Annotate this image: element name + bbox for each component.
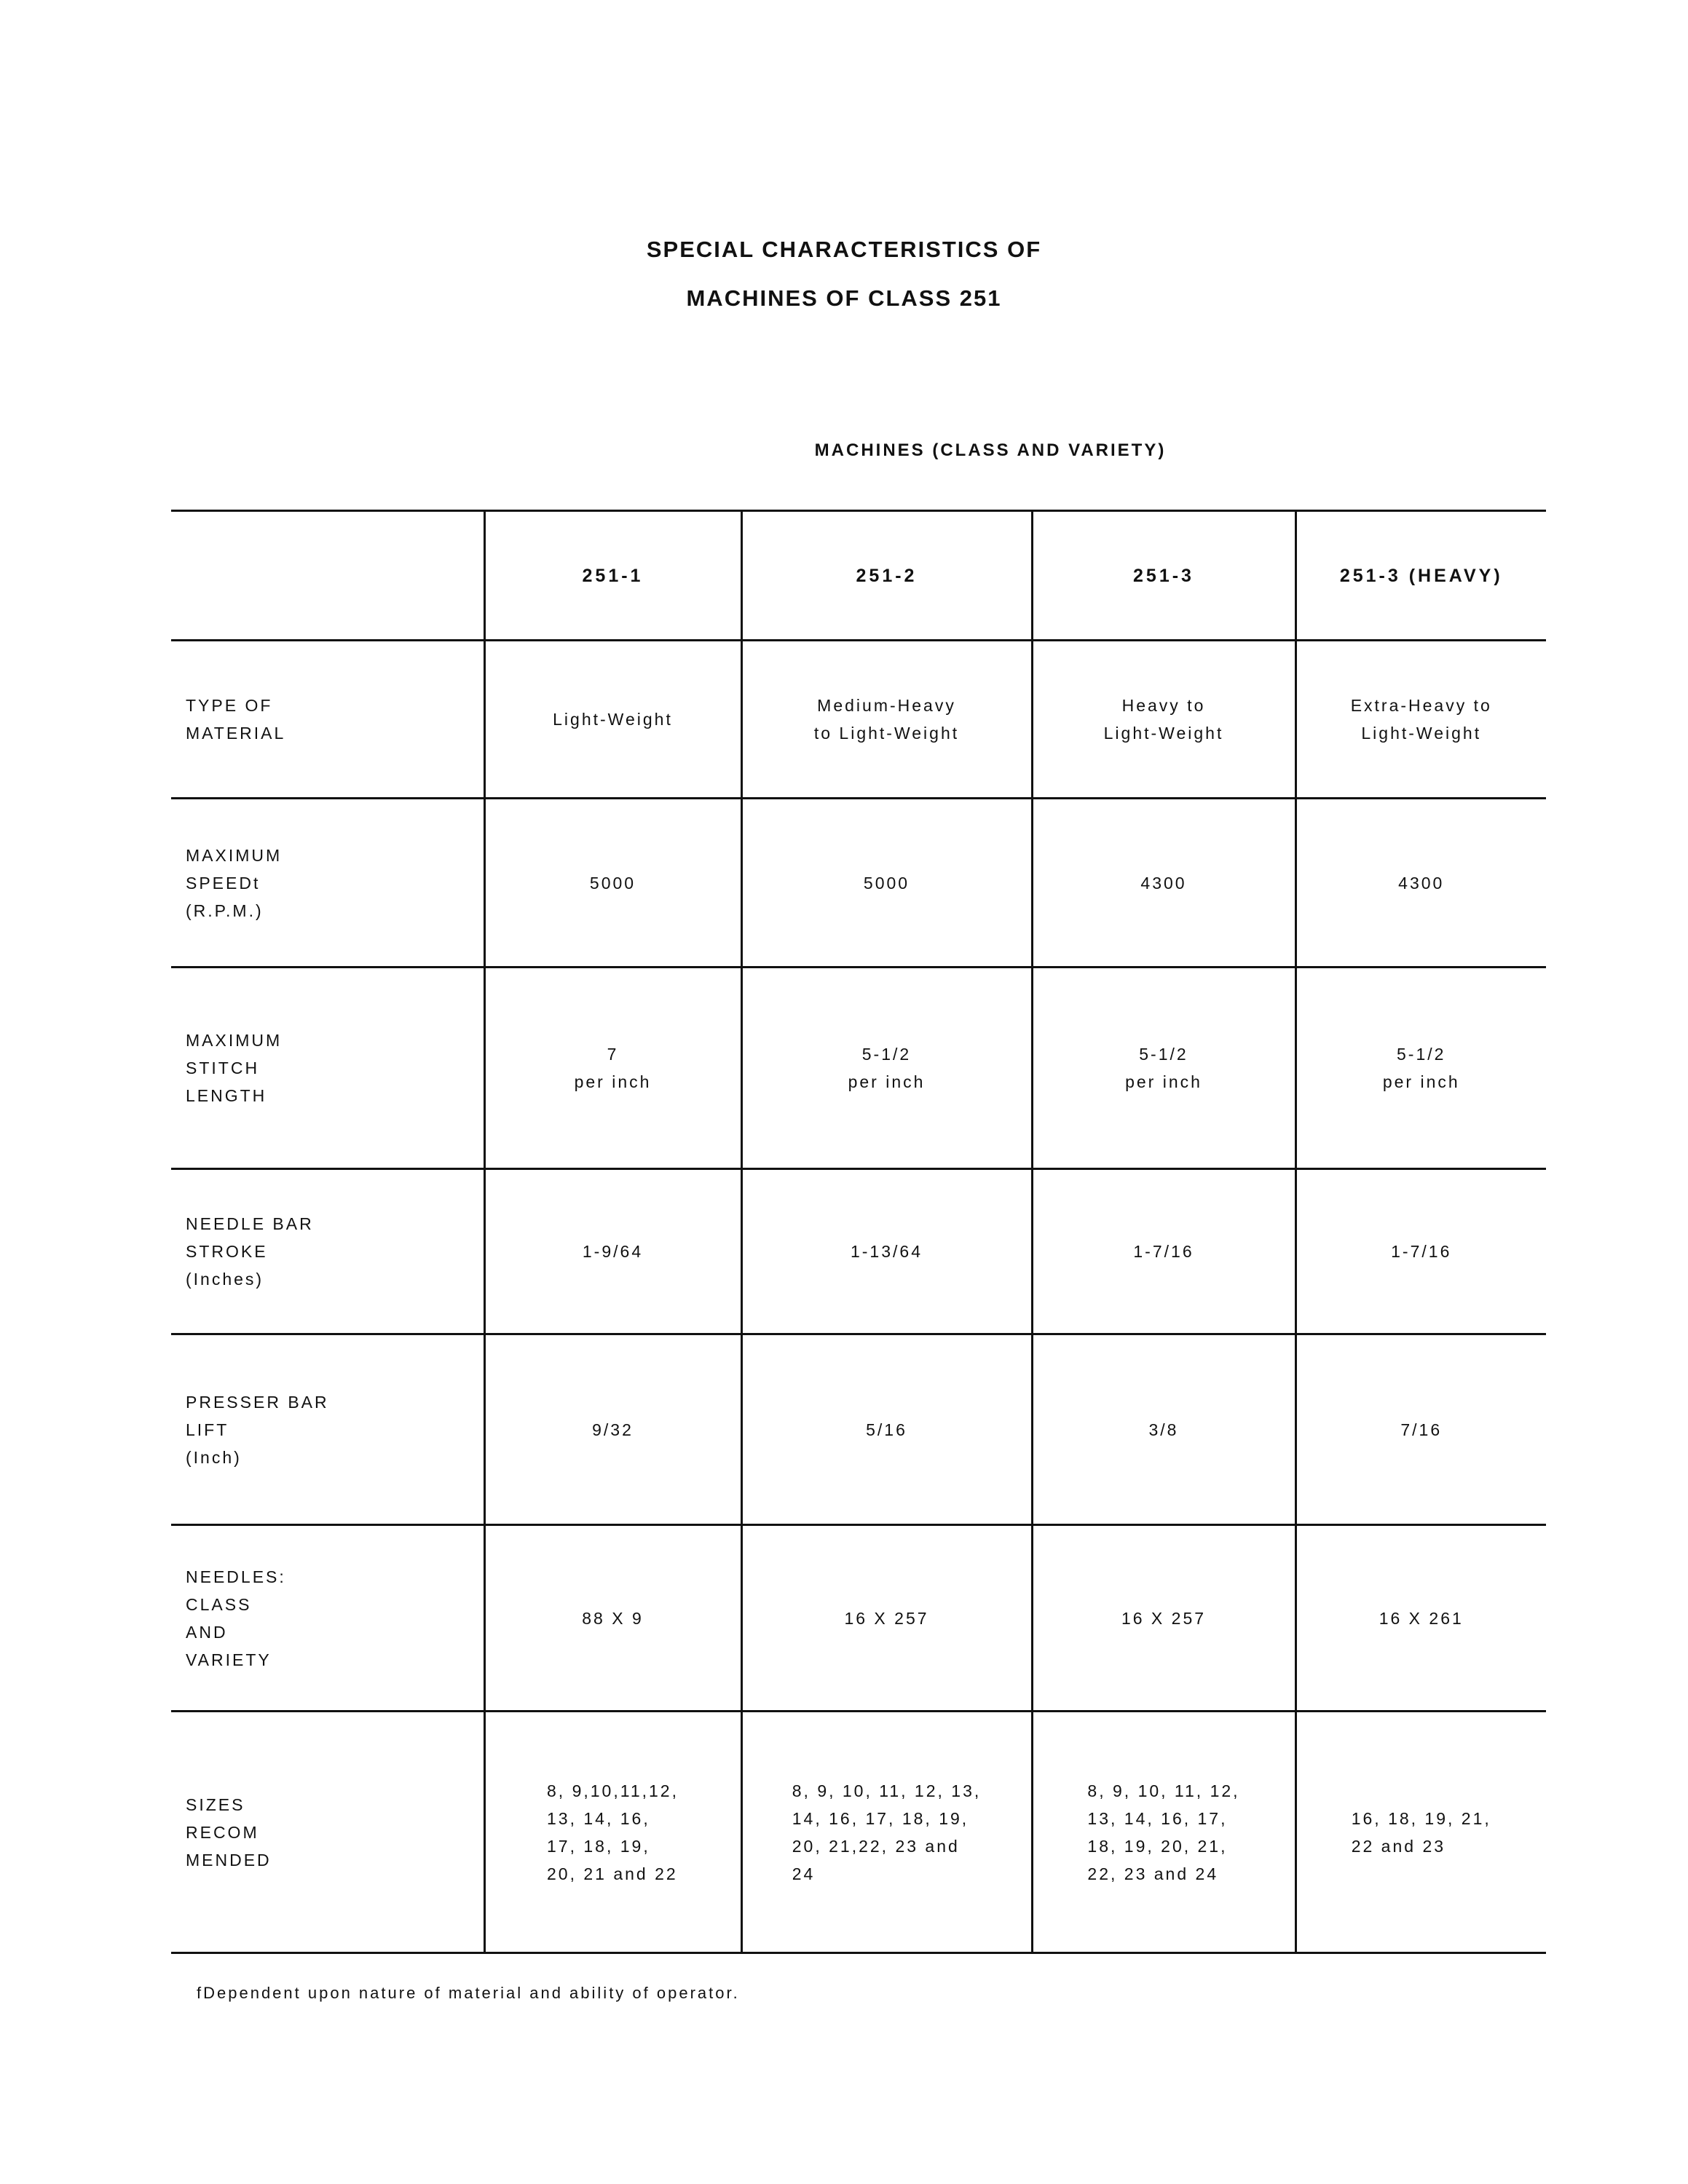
table-cell [1295,1334,1546,1525]
row-label-text: NEEDLE BAR STROKE (Inches) [186,1214,314,1289]
table-row-sizes-recommended [171,1712,1546,1953]
cell-text: 88 X 9 [582,1608,644,1628]
cell-text: 5000 [863,873,910,893]
table-row-needles [171,1525,1546,1712]
cell-text: 8, 9,10,11,12, 13, 14, 16, 17, 18, 19, 20, 21 and 22 [547,1781,679,1883]
cell-text: 1-7/16 [1133,1242,1194,1261]
table-cell [1032,1169,1295,1334]
row-label-text: PRESSER BAR LIFT (Inch) [186,1392,329,1467]
page-title-line-2: MACHINES OF CLASS 251 [686,285,1002,311]
table-row-maximum-stitch-length [171,968,1546,1169]
characteristics-table [171,510,1546,1954]
cell-text: 16, 18, 19, 21, 22 and 23 [1351,1808,1491,1856]
footnote: fDependent upon nature of material and ability of operator. [197,1984,740,2002]
table-cell [741,1334,1032,1525]
row-label-text: TYPE OF MATERIAL [186,696,286,743]
cell-text: 4300 [1398,873,1445,893]
cell-text: Light-Weight [553,710,673,729]
row-label [171,1712,484,1953]
table-row-presser-bar-lift [171,1334,1546,1525]
table-cell [484,968,741,1169]
table-cell [741,799,1032,968]
table-cell [1295,1169,1546,1334]
cell-text: 5/16 [866,1420,907,1439]
column-header-251-3: 251-3 [1032,511,1295,641]
row-label [171,1334,484,1525]
cell-text: 8, 9, 10, 11, 12, 13, 14, 16, 17, 18, 19, 20, 21,22, 23 and 24 [792,1781,982,1883]
cell-text: Medium-Heavy to Light-Weight [813,696,960,743]
cell-text: 1-9/64 [582,1242,644,1261]
cell-text: 3/8 [1148,1420,1179,1439]
row-label [171,1169,484,1334]
table-header-row [171,511,1546,641]
table-cell [1295,641,1546,799]
cell-text: 16 X 257 [1121,1608,1207,1628]
cell-text: 1-7/16 [1391,1242,1452,1261]
row-label-text: MAXIMUM SPEEDt (R.P.M.) [186,845,283,920]
table-row-type-of-material [171,641,1546,799]
table-row-needle-bar-stroke [171,1169,1546,1334]
table-cell [1295,799,1546,968]
table-cell [484,1334,741,1525]
cell-text: 5-1/2 per inch [1382,1045,1460,1091]
header-empty-cell [171,511,484,641]
cell-text: 9/32 [592,1420,634,1439]
row-label-text: MAXIMUM STITCH LENGTH [186,1031,283,1105]
cell-text: 8, 9, 10, 11, 12, 13, 14, 16, 17, 18, 19, 20, 21, 22, 23 and 24 [1087,1781,1240,1883]
table-cell [484,641,741,799]
cell-text: 7/16 [1400,1420,1443,1439]
cell-text: 5000 [589,873,636,893]
row-label [171,1525,484,1712]
table-cell [1295,968,1546,1169]
table-cell [741,1169,1032,1334]
row-label-text: NEEDLES: CLASS AND VARIETY [186,1567,286,1669]
table-cell [1032,799,1295,968]
table-cell [741,1525,1032,1712]
page-title-line-1: SPECIAL CHARACTERISTICS OF [646,237,1042,262]
row-label [171,968,484,1169]
row-label [171,799,484,968]
table-cell [1295,1525,1546,1712]
cell-text: 7 per inch [574,1045,652,1091]
cell-text: 16 X 261 [1379,1608,1464,1628]
table-cell [741,968,1032,1169]
table-row-maximum-speed [171,799,1546,968]
row-label [171,641,484,799]
cell-text: 16 X 257 [844,1608,929,1628]
cell-text: 4300 [1140,873,1187,893]
cell-text: Extra-Heavy to Light-Weight [1350,696,1492,743]
column-header-251-2: 251-2 [741,511,1032,641]
table-cell [484,1525,741,1712]
table-cell [741,1712,1032,1953]
row-label-text: SIZES RECOM MENDED [186,1795,272,1870]
table-cell [484,799,741,968]
table-cell [1032,1334,1295,1525]
table-cell [1032,968,1295,1169]
column-header-251-3-heavy: 251-3 (HEAVY) [1295,511,1546,641]
table-cell [1295,1712,1546,1953]
table-cell [1032,641,1295,799]
table-cell [1032,1712,1295,1953]
table-cell [741,641,1032,799]
table-cell [1032,1525,1295,1712]
column-header-251-1: 251-1 [484,511,741,641]
cell-text: 5-1/2 per inch [1125,1045,1202,1091]
table-cell [484,1169,741,1334]
table-caption: MACHINES (CLASS AND VARIETY) [814,440,1167,460]
cell-text: 5-1/2 per inch [848,1045,926,1091]
cell-text: Heavy to Light-Weight [1103,696,1224,743]
table-cell [484,1712,741,1953]
cell-text: 1-13/64 [850,1242,923,1261]
